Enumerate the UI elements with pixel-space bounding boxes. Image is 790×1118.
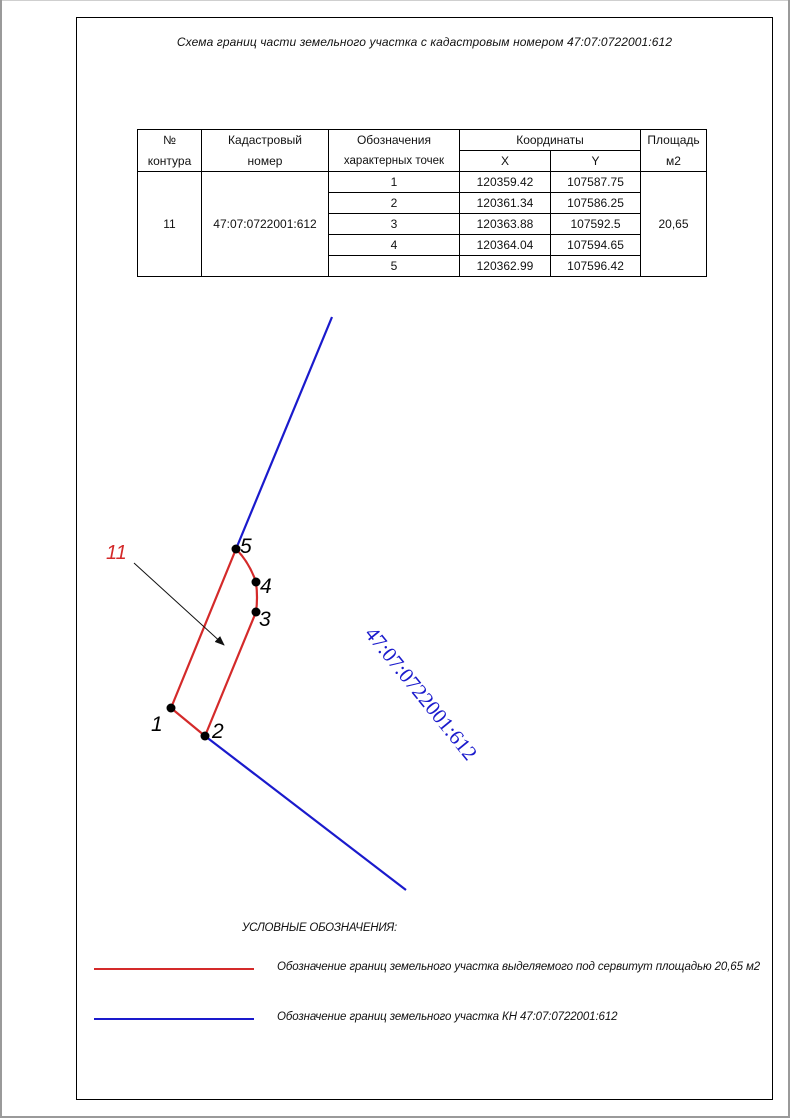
cell-x: 120363.88	[460, 214, 551, 235]
vertex-label-3: 3	[259, 608, 271, 631]
cell-y: 107592.5	[551, 214, 641, 235]
cell-point: 3	[329, 214, 460, 235]
contour-number-label: 11	[106, 542, 127, 564]
cell-x: 120364.04	[460, 235, 551, 256]
header-cadastral: Кадастровый	[202, 130, 329, 151]
parcel-cadastral-label: 47:07:0722001:612	[360, 622, 483, 765]
legend-text-parcel: Обозначение границ земельного участка КН 47:07:0722001:612	[277, 1011, 618, 1023]
cell-contour: 11	[138, 172, 202, 277]
header-coordinates: Координаты	[460, 130, 641, 151]
cell-y: 107596.42	[551, 256, 641, 277]
header-x: X	[460, 151, 551, 172]
vertex-label-2: 2	[212, 720, 224, 743]
header-area: Площадь	[641, 130, 707, 151]
vertex-2	[201, 732, 210, 741]
cell-point: 2	[329, 193, 460, 214]
vertex-label-4: 4	[260, 575, 272, 598]
cell-y: 107587.75	[551, 172, 641, 193]
vertex-1	[167, 704, 176, 713]
cell-x: 120361.34	[460, 193, 551, 214]
header-contour-no-2: контура	[138, 151, 202, 172]
cell-point: 5	[329, 256, 460, 277]
cell-area: 20,65	[641, 172, 707, 277]
vertex-label-1: 1	[151, 713, 163, 736]
header-points: Обозначения	[329, 130, 460, 151]
header-y: Y	[551, 151, 641, 172]
easement-boundary	[171, 549, 257, 736]
cell-point: 4	[329, 235, 460, 256]
legend-red-line	[94, 968, 254, 970]
contour-leader-arrow	[134, 563, 224, 645]
parcel-boundary-upper	[236, 317, 332, 549]
header-area-unit: м2	[641, 151, 707, 172]
document-title: Схема границ части земельного участка с кадастровым номером 47:07:0722001:612	[176, 35, 673, 49]
legend-text-easement: Обозначение границ земельного участка выделяемого под сервитут площадью 20,65 м2	[277, 961, 761, 973]
cell-y: 107586.25	[551, 193, 641, 214]
legend-blue-line	[94, 1018, 254, 1020]
legend-title: УСЛОВНЫЕ ОБОЗНАЧЕНИЯ:	[242, 922, 398, 934]
header-points-2: характерных точек	[329, 151, 460, 172]
cell-point: 1	[329, 172, 460, 193]
vertex-label-5: 5	[240, 535, 252, 558]
cell-y: 107594.65	[551, 235, 641, 256]
parcel-boundary-lower	[205, 736, 406, 890]
cell-x: 120359.42	[460, 172, 551, 193]
header-cadastral-2: номер	[202, 151, 329, 172]
cell-x: 120362.99	[460, 256, 551, 277]
cell-cadastral-number: 47:07:0722001:612	[202, 172, 329, 277]
header-contour-no: №	[138, 130, 202, 151]
